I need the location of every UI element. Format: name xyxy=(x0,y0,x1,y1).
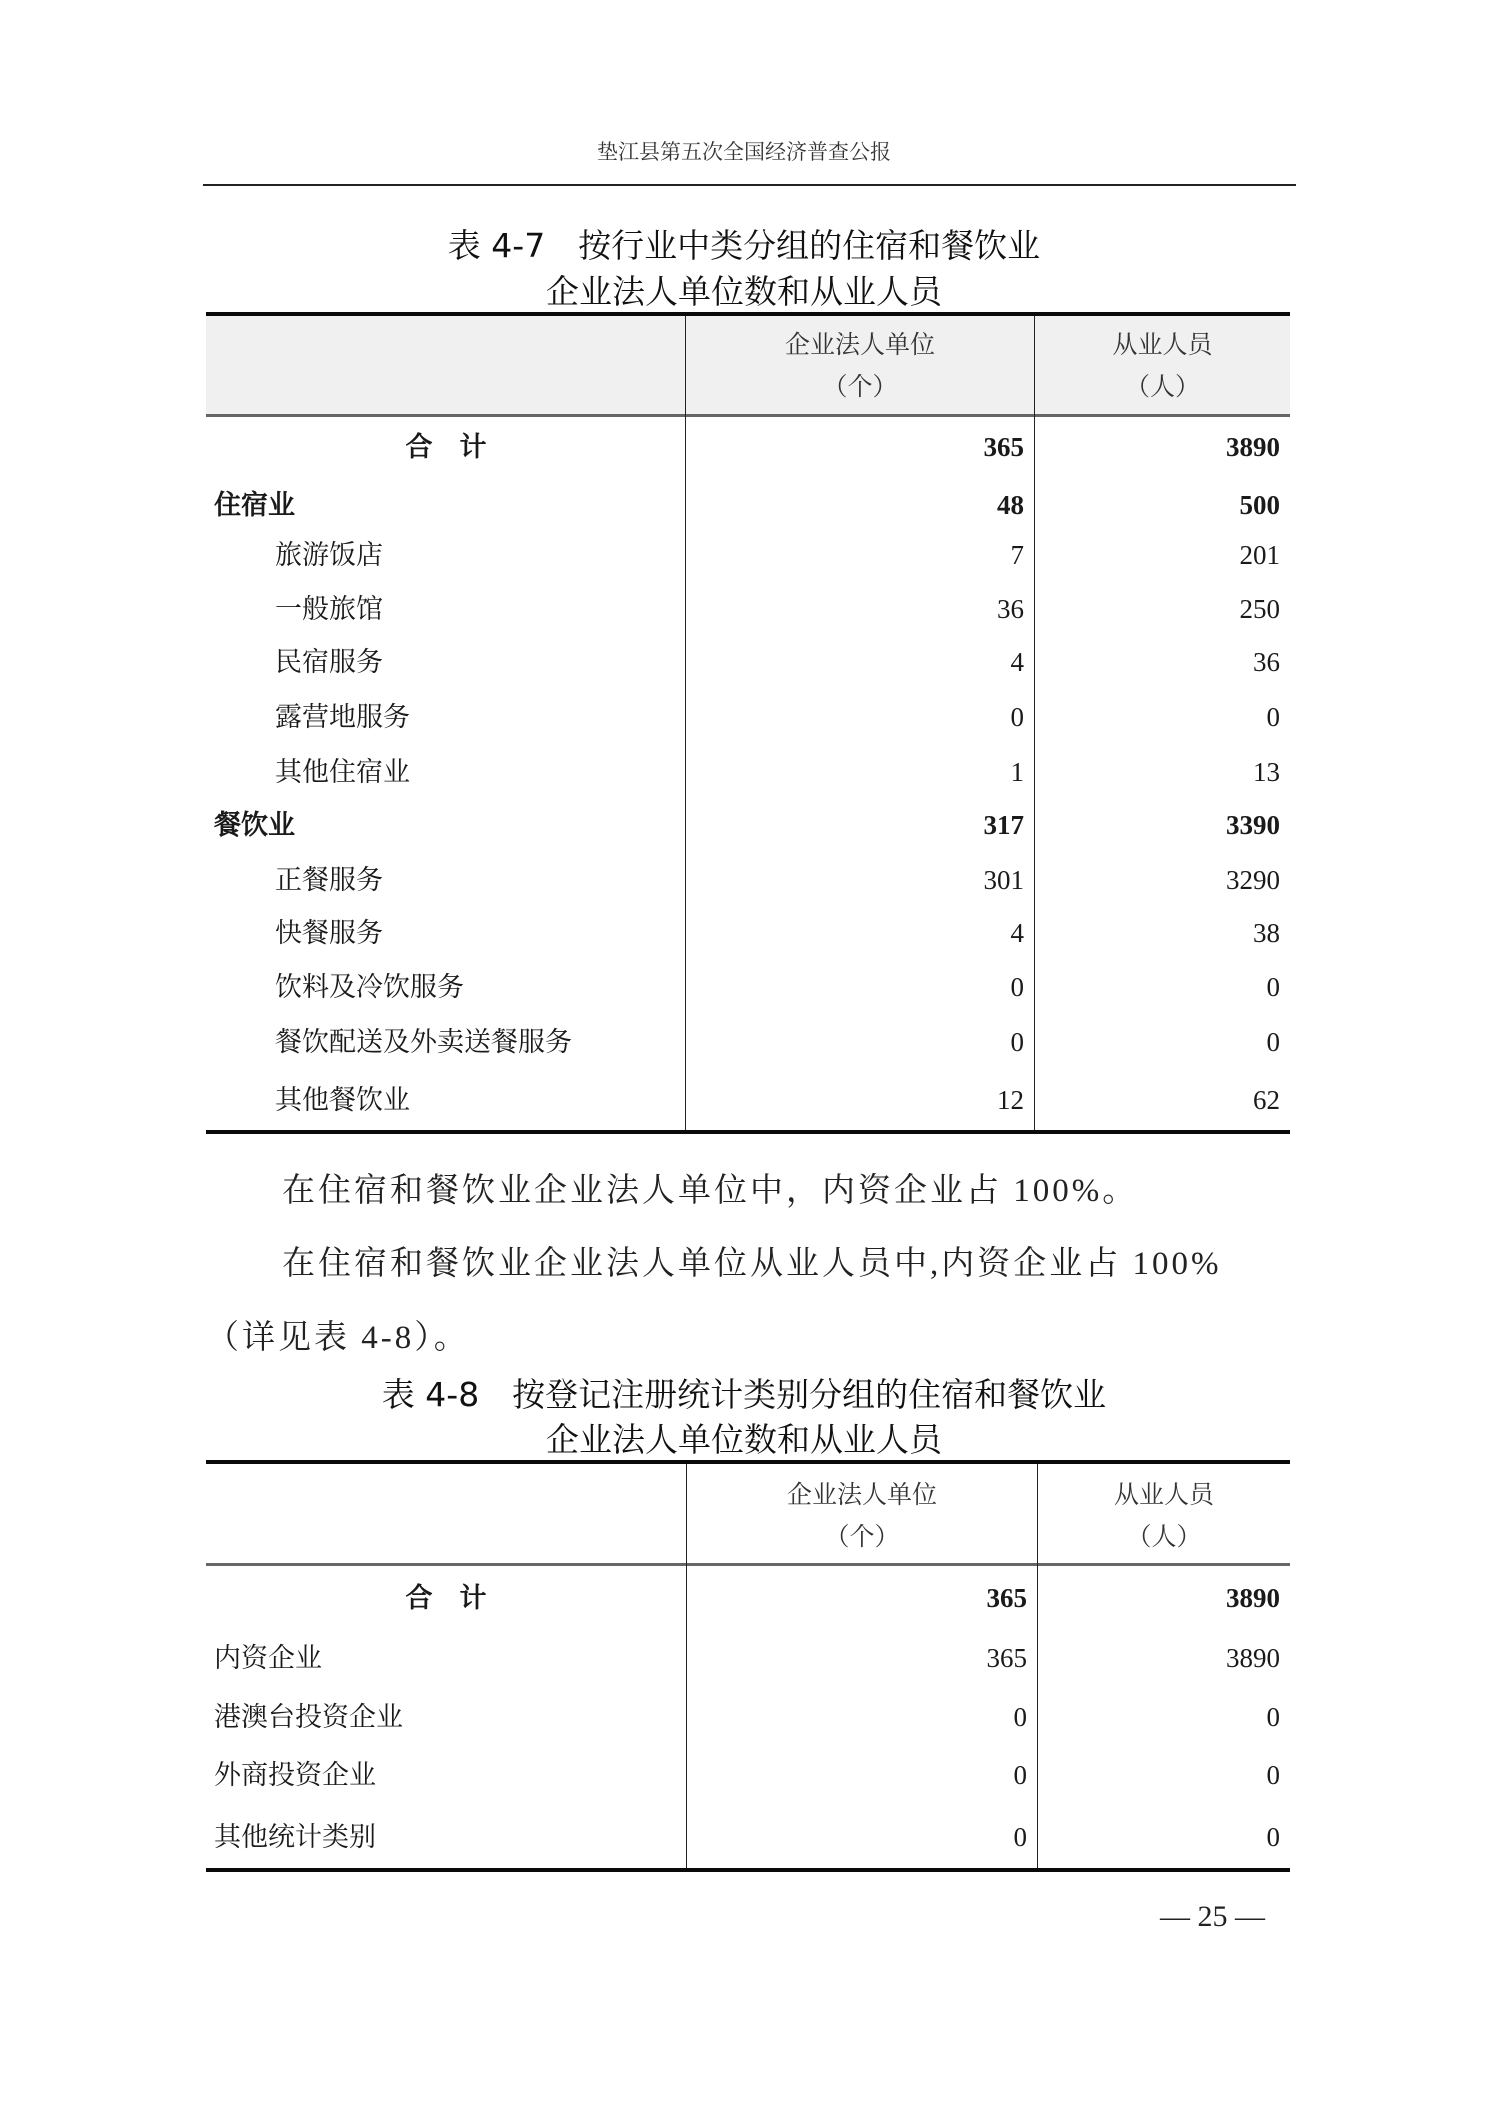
row-label: 快餐服务 xyxy=(275,918,383,948)
row-label: 旅游饭店 xyxy=(275,540,383,570)
units-value: 0 xyxy=(1013,1760,1027,1790)
table-row xyxy=(206,965,1290,1009)
units-value: 365 xyxy=(986,1643,1027,1673)
table-row xyxy=(206,640,1290,684)
units-value: 4 xyxy=(1010,918,1024,948)
table-row xyxy=(206,1815,1290,1859)
header-units-unit: （个） xyxy=(822,372,898,401)
row-label: 外商投资企业 xyxy=(214,1760,376,1790)
table-row xyxy=(206,1636,1290,1680)
paragraph-2-line-1: 在住宿和餐饮业企业法人单位从业人员中,内资企业占 100% xyxy=(282,1246,1222,1282)
header-employees-unit: （人） xyxy=(1124,372,1200,401)
row-label: 正餐服务 xyxy=(275,865,383,895)
employees-value: 0 xyxy=(1266,1027,1280,1057)
employees-value: 36 xyxy=(1253,647,1280,677)
employees-value: 500 xyxy=(1239,490,1280,520)
row-label: 内资企业 xyxy=(214,1643,322,1673)
row-label: 餐饮配送及外卖送餐服务 xyxy=(275,1027,572,1057)
units-value: 0 xyxy=(1013,1822,1027,1852)
table-row xyxy=(206,803,1290,847)
table-row xyxy=(206,750,1290,794)
table-row xyxy=(206,1078,1290,1122)
table-4-8-title-line1: 表 4-8 按登记注册统计类别分组的住宿和餐饮业 xyxy=(381,1375,1107,1414)
units-value: 365 xyxy=(986,1583,1027,1613)
employees-value: 0 xyxy=(1266,1760,1280,1790)
table-row xyxy=(206,587,1290,631)
employees-value: 0 xyxy=(1266,702,1280,732)
row-label: 合 计 xyxy=(405,432,487,462)
row-label: 餐饮业 xyxy=(214,810,295,840)
employees-value: 62 xyxy=(1253,1085,1280,1115)
header-rule xyxy=(203,184,1296,186)
table-row xyxy=(206,425,1290,469)
employees-value: 0 xyxy=(1266,1822,1280,1852)
employees-value: 3890 xyxy=(1226,1583,1280,1613)
units-value: 0 xyxy=(1010,972,1024,1002)
header-units-label: 企业法人单位 xyxy=(784,330,935,359)
table-top-rule xyxy=(206,312,1290,316)
row-label: 露营地服务 xyxy=(275,702,410,732)
table-bottom-rule xyxy=(206,1130,1290,1134)
table-4-8-title-line2: 企业法人单位数和从业人员 xyxy=(546,1420,942,1459)
employees-value: 0 xyxy=(1266,1702,1280,1732)
table-row xyxy=(206,695,1290,739)
table-row xyxy=(206,483,1290,527)
row-label: 其他统计类别 xyxy=(214,1822,376,1852)
units-value: 301 xyxy=(983,865,1024,895)
row-label: 民宿服务 xyxy=(275,647,383,677)
table-row xyxy=(206,1695,1290,1739)
table-4-7-title-line2: 企业法人单位数和从业人员 xyxy=(546,272,942,311)
table-header-rule xyxy=(206,414,1290,417)
units-value: 0 xyxy=(1010,702,1024,732)
table-row xyxy=(206,858,1290,902)
row-label: 住宿业 xyxy=(214,490,295,520)
page-number: — 25 — xyxy=(1160,1900,1265,1933)
row-label: 其他住宿业 xyxy=(275,757,410,787)
employees-value: 201 xyxy=(1239,540,1280,570)
header-units-unit: （个） xyxy=(824,1522,900,1551)
employees-value: 250 xyxy=(1239,594,1280,624)
paragraph-2-line-2: （详见表 4-8）。 xyxy=(206,1320,470,1356)
table-row xyxy=(206,1753,1290,1797)
row-label: 港澳台投资企业 xyxy=(214,1702,403,1732)
table-4-7 xyxy=(206,312,1290,1136)
units-value: 4 xyxy=(1010,647,1024,677)
table-row xyxy=(206,911,1290,955)
header-employees-label: 从业人员 xyxy=(1112,330,1213,359)
header-employees-unit: （人） xyxy=(1126,1522,1202,1551)
paragraph-1: 在住宿和餐饮业企业法人单位中，内资企业占 100%。 xyxy=(282,1173,1139,1209)
table-4-7-title-line1: 表 4-7 按行业中类分组的住宿和餐饮业 xyxy=(447,226,1041,265)
employees-value: 13 xyxy=(1253,757,1280,787)
employees-value: 3390 xyxy=(1226,810,1280,840)
units-value: 12 xyxy=(997,1085,1024,1115)
row-label: 合 计 xyxy=(405,1583,487,1613)
table-row xyxy=(206,1576,1290,1620)
units-value: 365 xyxy=(983,432,1024,462)
row-label: 其他餐饮业 xyxy=(275,1085,410,1115)
units-value: 1 xyxy=(1010,757,1024,787)
row-label: 一般旅馆 xyxy=(275,594,383,624)
table-row xyxy=(206,533,1290,577)
employees-value: 3890 xyxy=(1226,432,1280,462)
table-header-rule xyxy=(206,1563,1290,1566)
header-employees-label: 从业人员 xyxy=(1113,1480,1214,1509)
table-row xyxy=(206,1020,1290,1064)
units-value: 7 xyxy=(1010,540,1024,570)
employees-value: 0 xyxy=(1266,972,1280,1002)
units-value: 48 xyxy=(997,490,1024,520)
employees-value: 3890 xyxy=(1226,1643,1280,1673)
running-header: 垫江县第五次全国经济普查公报 xyxy=(597,140,891,164)
row-label: 饮料及冷饮服务 xyxy=(275,972,464,1002)
table-top-rule xyxy=(206,1460,1290,1464)
table-bottom-rule xyxy=(206,1868,1290,1872)
employees-value: 38 xyxy=(1253,918,1280,948)
units-value: 36 xyxy=(997,594,1024,624)
header-units-label: 企业法人单位 xyxy=(786,1480,937,1509)
units-value: 317 xyxy=(983,810,1024,840)
units-value: 0 xyxy=(1013,1702,1027,1732)
employees-value: 3290 xyxy=(1226,865,1280,895)
table-4-8 xyxy=(206,1460,1290,1874)
units-value: 0 xyxy=(1010,1027,1024,1057)
